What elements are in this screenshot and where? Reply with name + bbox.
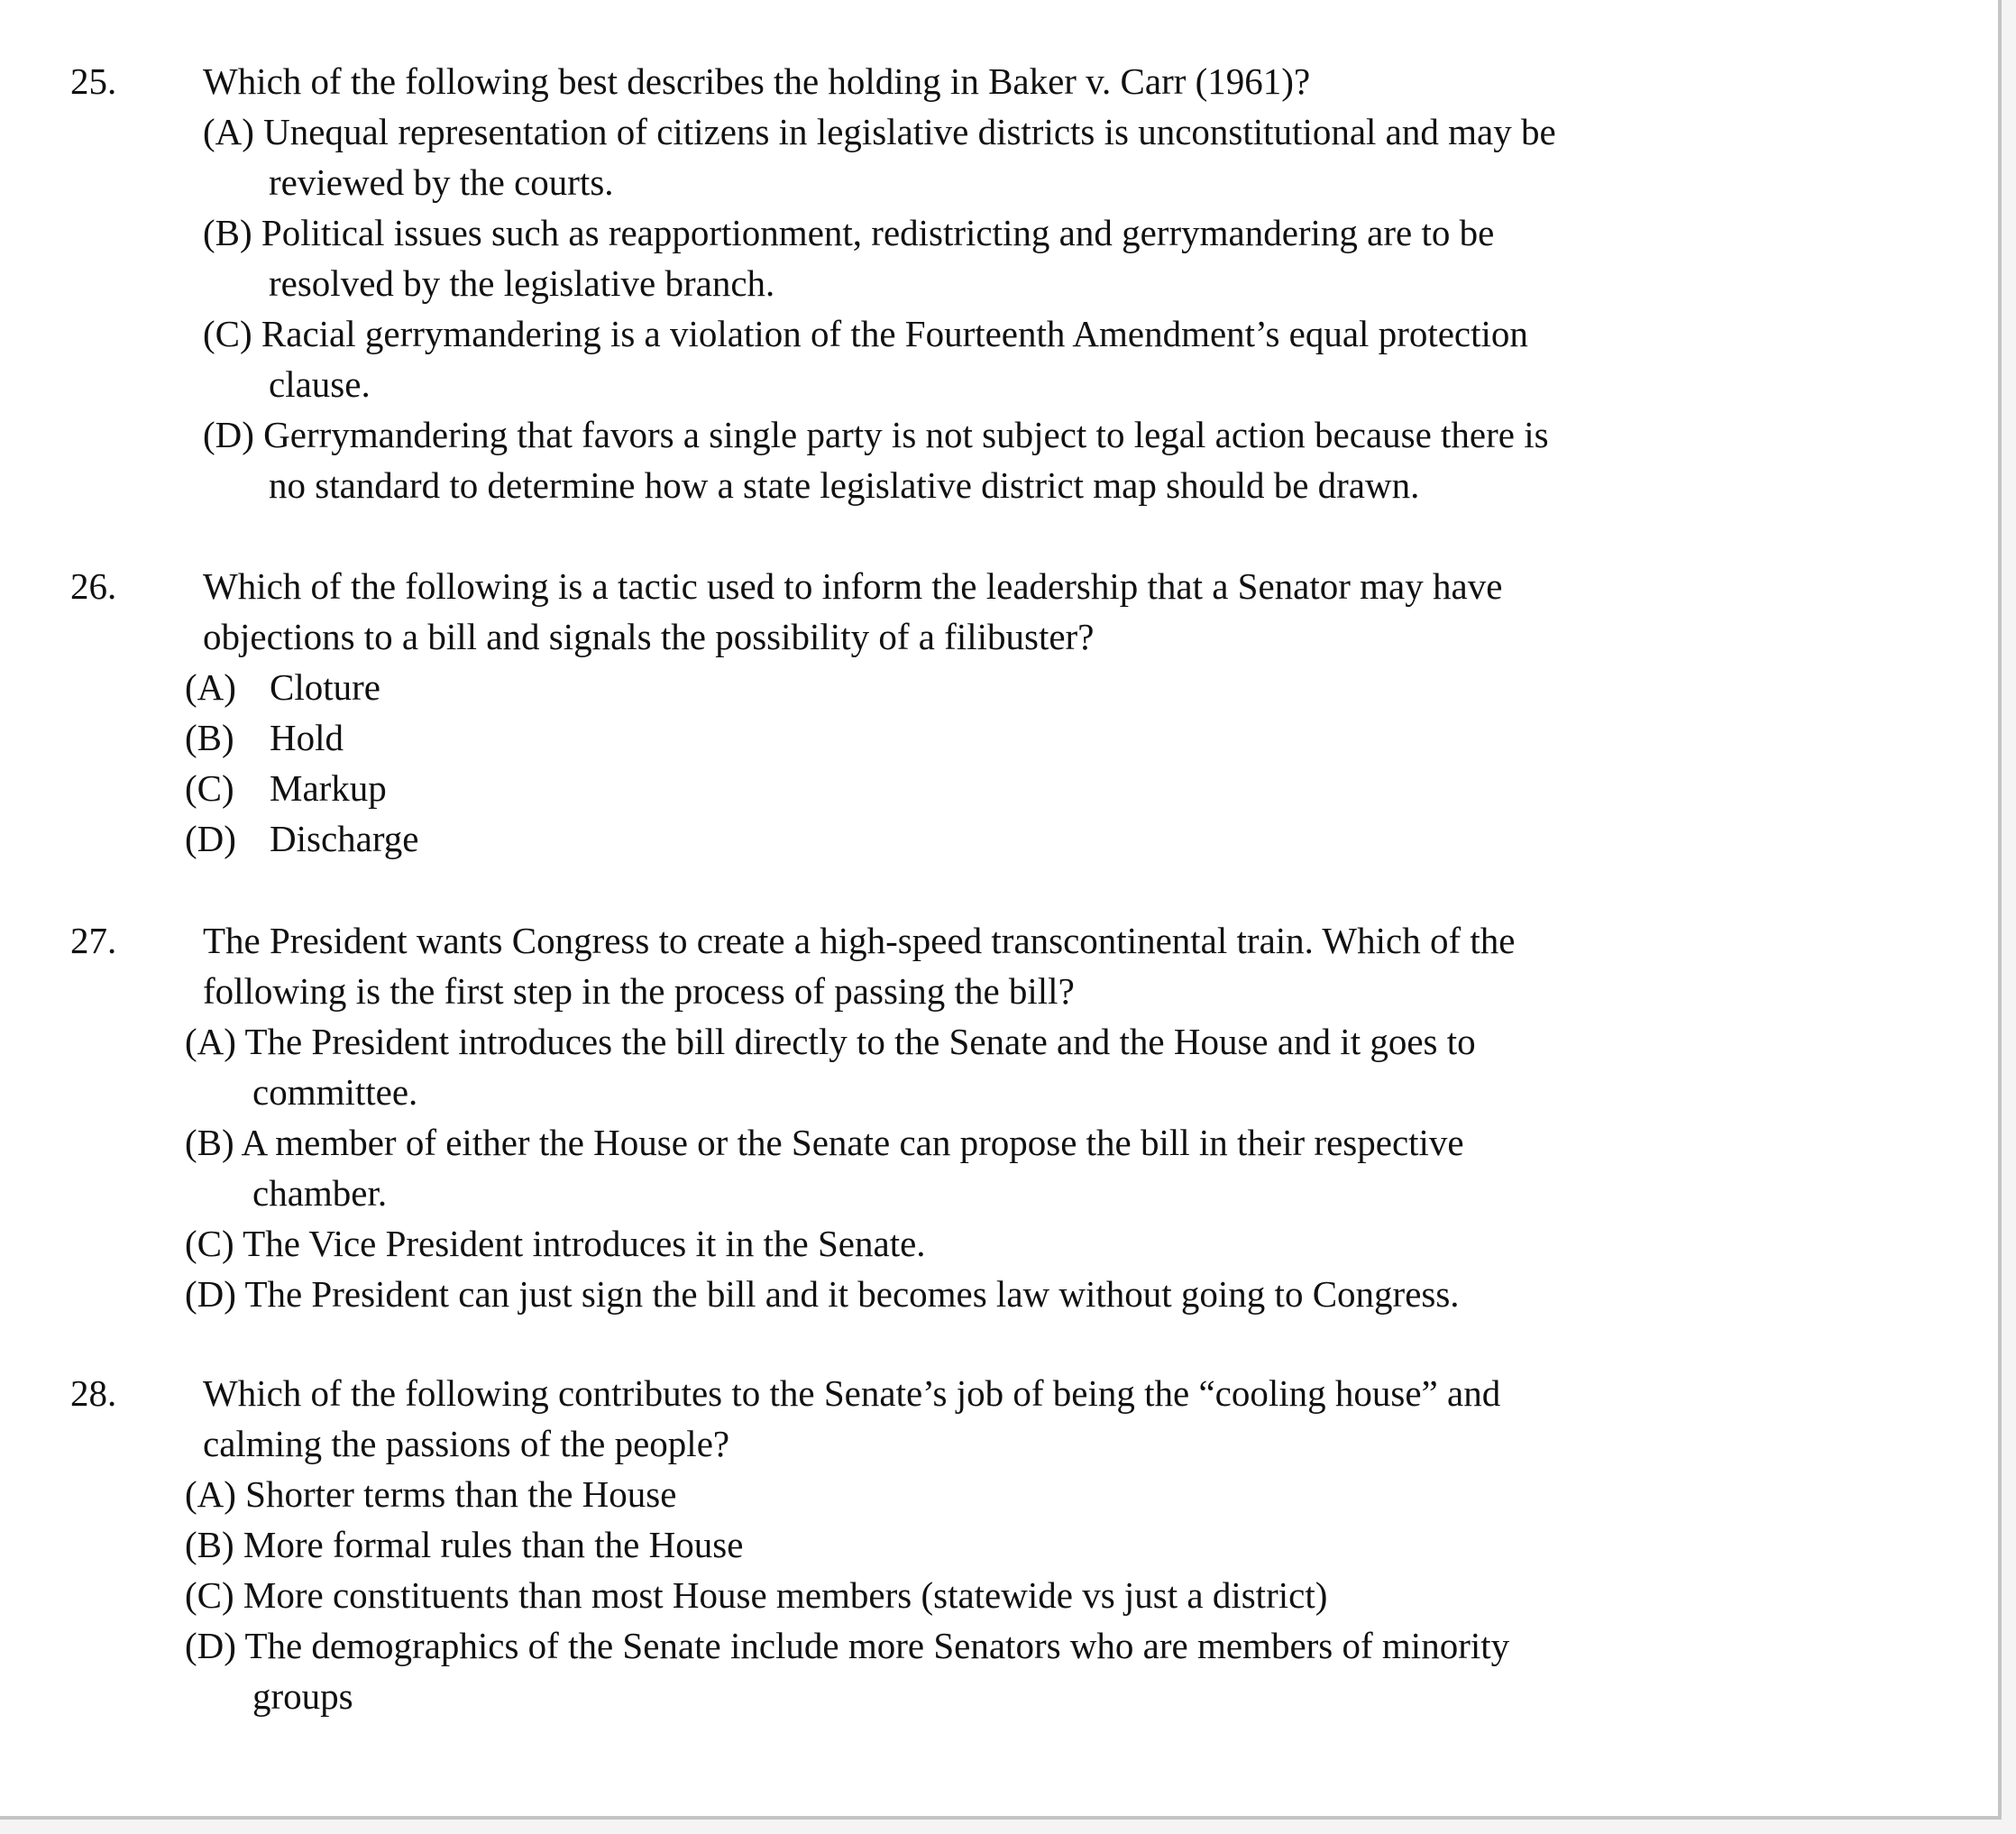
option-d: [185, 1620, 1509, 1671]
option-text: The demographics of the Senate include more Senators who are members of minority: [244, 1625, 1510, 1666]
option-label: (B): [185, 1122, 234, 1163]
option-b: [203, 207, 1494, 258]
option-d: [185, 1269, 1460, 1319]
option-text: The Vice President introduces it in the Senate.: [243, 1223, 926, 1264]
option-a-label: (A): [185, 666, 236, 708]
option-b-text: Hold: [270, 717, 344, 758]
option-text: The President can just sign the bill and it becomes law without going to Congress.: [244, 1273, 1460, 1315]
option-text: Gerrymandering that favors a single party is not subject to legal action because there is: [263, 414, 1549, 455]
option-d-text: Discharge: [270, 818, 419, 859]
question-stem: Which of the following contributes to the Senate’s job of being the “cooling house” and: [203, 1372, 1501, 1414]
option-label: (C): [185, 1574, 234, 1616]
question-number: 27.: [70, 920, 117, 961]
option-a: [185, 1469, 676, 1519]
option-a: [203, 106, 1556, 157]
option-d-continued: groups: [252, 1675, 353, 1717]
option-d-continued: no standard to determine how a state legislative district map should be drawn.: [269, 464, 1420, 506]
option-label: (A): [185, 1021, 236, 1062]
option-b: [185, 1519, 743, 1570]
option-label: (A): [185, 1473, 236, 1515]
option-b-label: (B): [185, 717, 234, 758]
option-d-label: (D): [185, 818, 236, 859]
option-label: (A): [203, 111, 254, 152]
option-text: Racial gerrymandering is a violation of the Fourteenth Amendment’s equal protection: [261, 313, 1528, 354]
question-stem: Which of the following best describes the holding in Baker v. Carr (1961)?: [203, 60, 1311, 102]
option-label: (B): [185, 1524, 234, 1565]
question-number: 28.: [70, 1372, 117, 1414]
question-stem-continued: following is the first step in the process of passing the bill?: [203, 970, 1075, 1012]
option-c: [185, 1218, 926, 1269]
option-label: (C): [185, 1223, 234, 1264]
option-a: [185, 1016, 1476, 1067]
option-c: [185, 1570, 1327, 1620]
option-c: [203, 308, 1528, 359]
option-text: Political issues such as reapportionment, redistricting and gerrymandering are to be: [261, 212, 1495, 253]
option-c-continued: clause.: [269, 363, 371, 405]
option-c-text: Markup: [270, 767, 387, 809]
question-stem: The President wants Congress to create a high-speed transcontinental train. Which of the: [203, 920, 1516, 961]
option-a-text: Cloture: [270, 666, 380, 708]
option-text: More constituents than most House members (statewide vs just a district): [243, 1574, 1328, 1616]
option-text: More formal rules than the House: [243, 1524, 744, 1565]
option-text: Shorter terms than the House: [245, 1473, 677, 1515]
option-label: (C): [203, 313, 252, 354]
option-c-label: (C): [185, 767, 234, 809]
option-a-continued: committee.: [252, 1071, 418, 1113]
option-text: A member of either the House or the Senate can propose the bill in their respective: [241, 1122, 1464, 1163]
question-stem-continued: objections to a bill and signals the possibility of a filibuster?: [203, 616, 1095, 657]
question-number: 26.: [70, 565, 117, 607]
option-label: (D): [185, 1625, 236, 1666]
option-b-continued: chamber.: [252, 1172, 388, 1214]
option-label: (B): [203, 212, 252, 253]
option-b-continued: resolved by the legislative branch.: [269, 262, 775, 304]
question-stem-continued: calming the passions of the people?: [203, 1423, 730, 1464]
option-label: (D): [203, 414, 254, 455]
question-stem: Which of the following is a tactic used to inform the leadership that a Senator may have: [203, 565, 1503, 607]
option-text: The President introduces the bill directly to the Senate and the House and it goes to: [244, 1021, 1476, 1062]
question-number: 25.: [70, 60, 117, 102]
option-label: (D): [185, 1273, 236, 1315]
option-d: [203, 409, 1549, 460]
option-b: [185, 1117, 1464, 1168]
option-a-continued: reviewed by the courts.: [269, 161, 614, 203]
option-text: Unequal representation of citizens in legislative districts is unconstitutional and may be: [263, 111, 1556, 152]
